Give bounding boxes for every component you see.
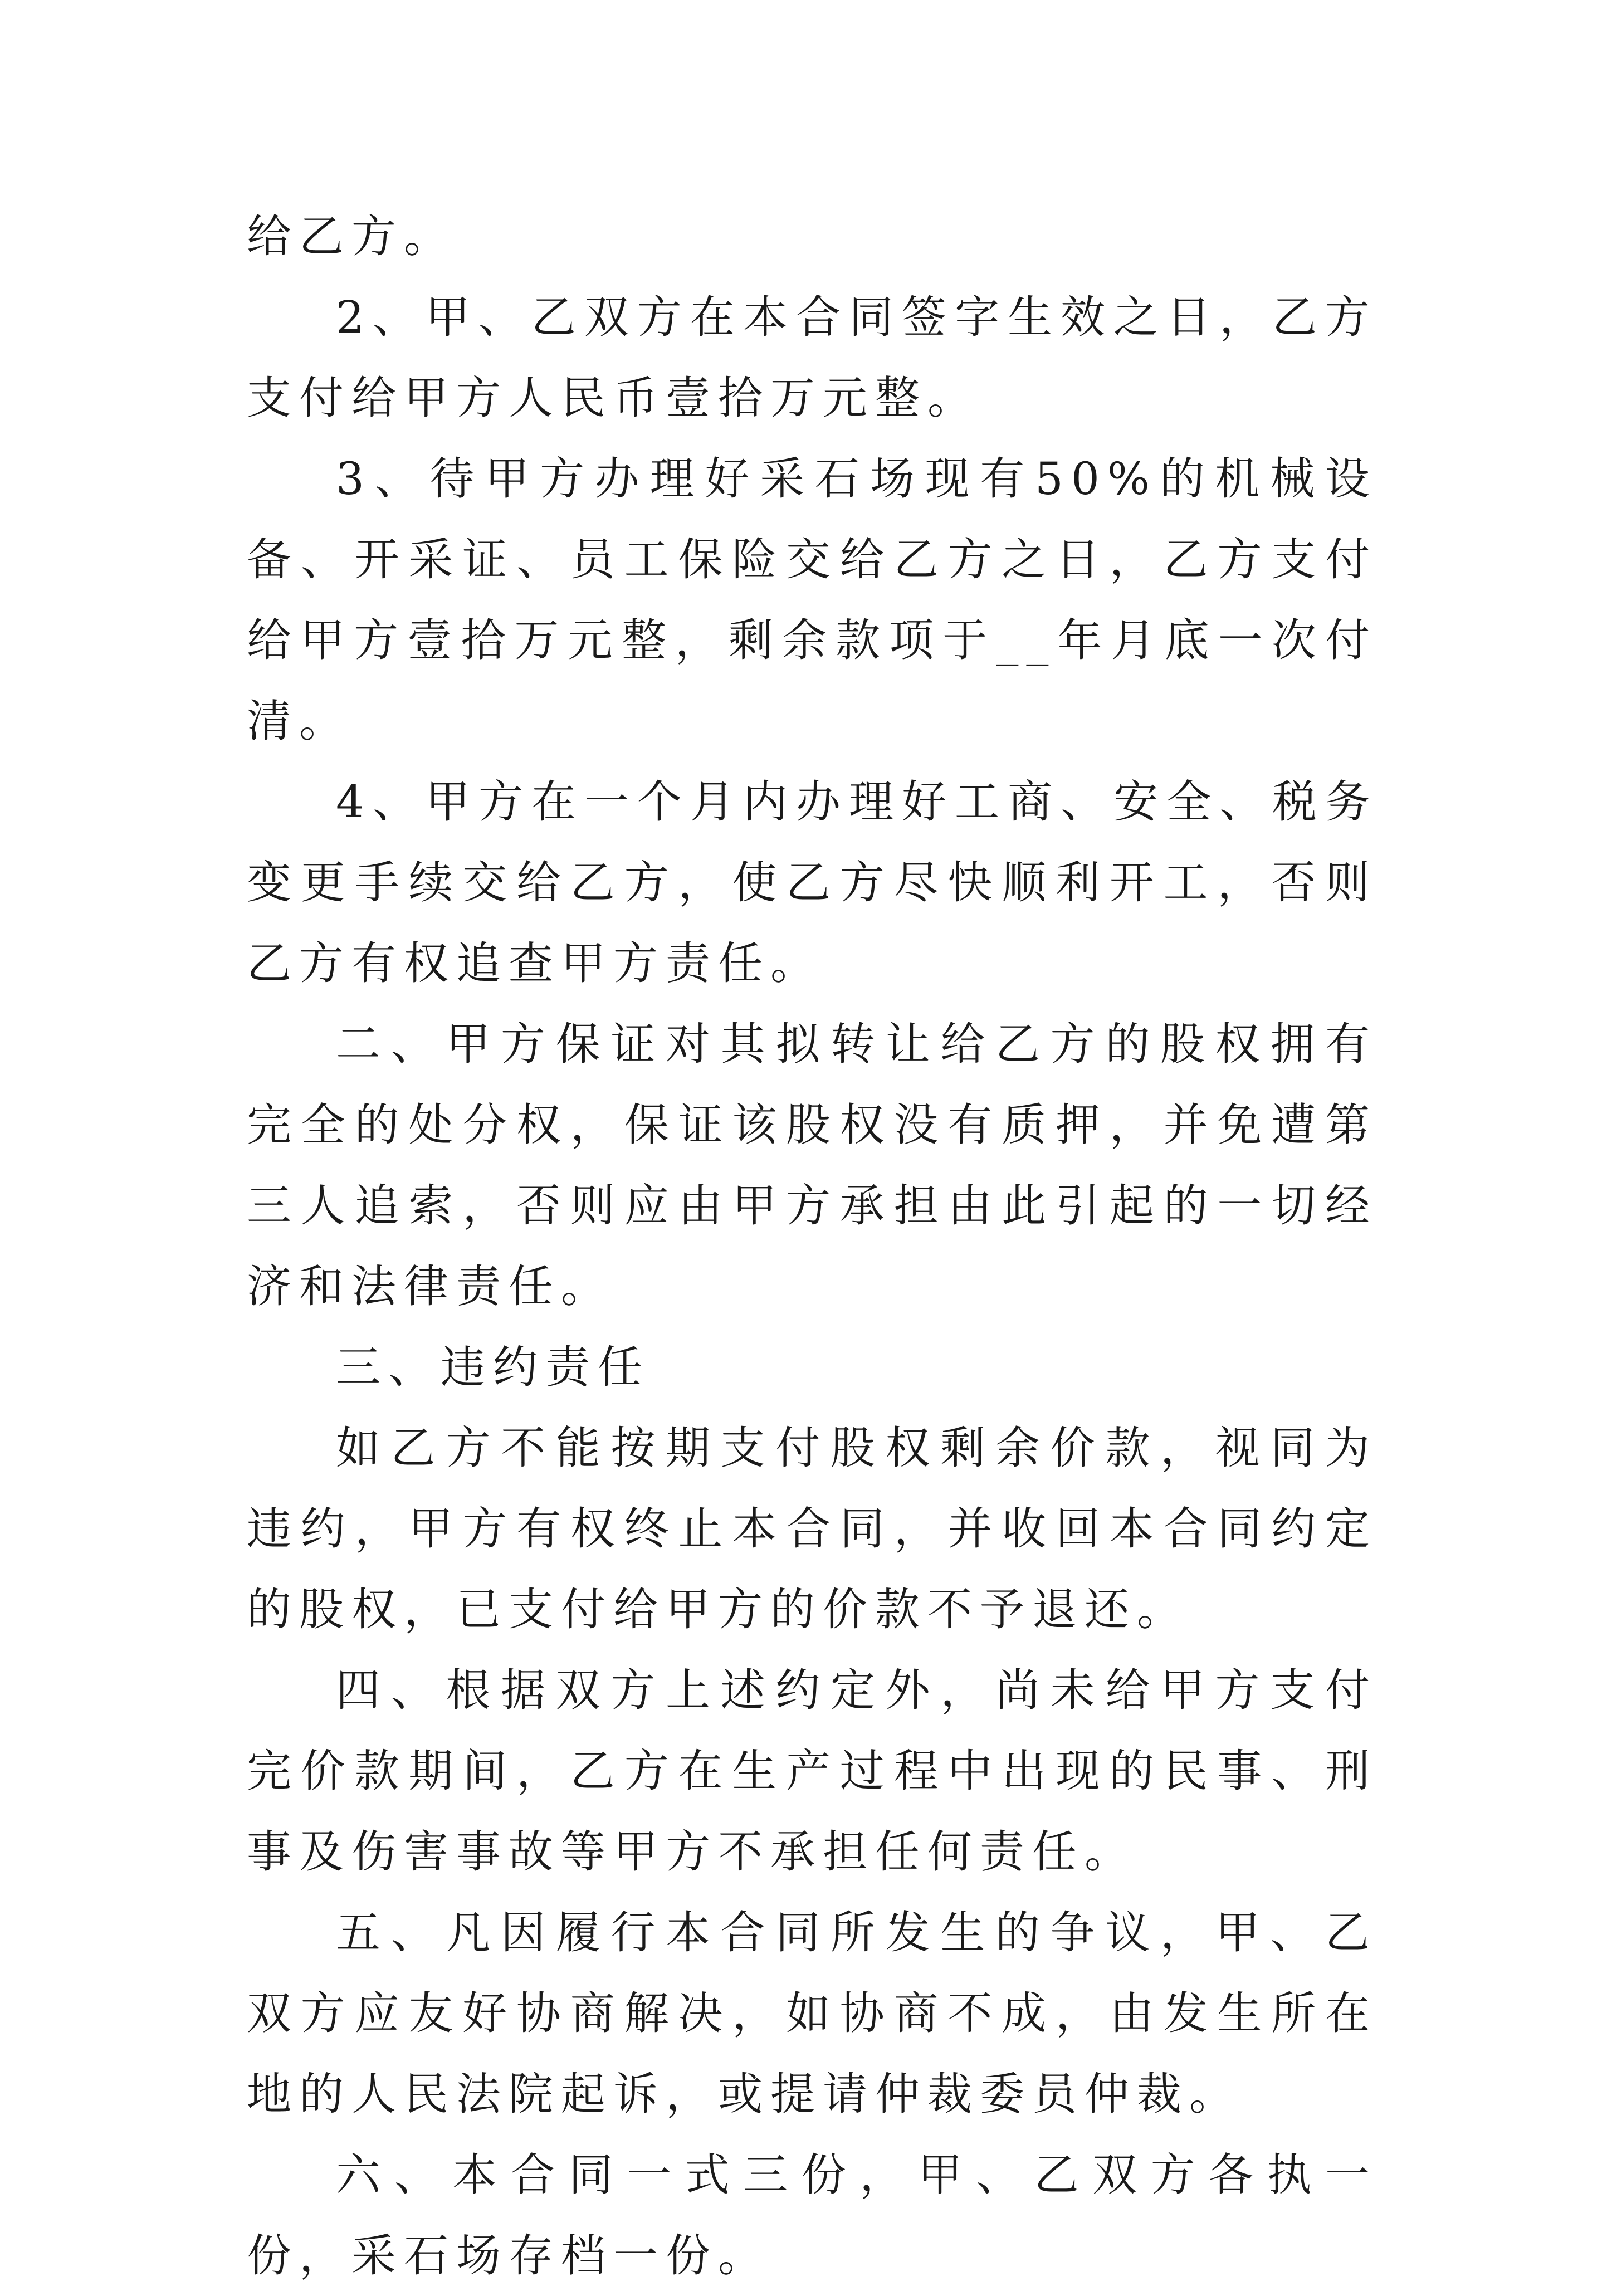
paragraph-continuation: 给乙方。: [247, 211, 456, 262]
contract-body: [247, 196, 1377, 2296]
paragraph-section-6: 六、本合同一式三份，甲、乙双方各执一份，采石场存档一份。: [247, 2149, 1377, 2282]
section-heading-breach: 三、违约责任: [336, 1341, 650, 1393]
paragraph-clause-3: 3、待甲方办理好采石场现有50%的机械设备、开采证、员工保险交给乙方之日，乙方支付给甲方壹拾万元整，剩余款项于__年月底一次付清。: [247, 453, 1377, 747]
paragraph-clause-4: 4、甲方在一个月内办理好工商、安全、税务变更手续交给乙方，使乙方尽快顺利开工，否则乙方有权追查甲方责任。: [247, 776, 1377, 989]
paragraph-section-4: 四、根据双方上述约定外，尚未给甲方支付完价款期间，乙方在生产过程中出现的民事、刑事及伤害事故等甲方不承担任何责任。: [247, 1664, 1377, 1878]
paragraph-clause-2: 2、甲、乙双方在本合同签字生效之日，乙方支付给甲方人民币壹拾万元整。: [247, 291, 1377, 424]
paragraph-section-2: 二、甲方保证对其拟转让给乙方的股权拥有完全的处分权，保证该股权没有质押，并免遭第三人追索，否则应由甲方承担由此引起的一切经济和法律责任。: [247, 1018, 1377, 1312]
paragraph-breach-terms: 如乙方不能按期支付股权剩余价款，视同为违约，甲方有权终止本合同，并收回本合同约定的股权，已支付给甲方的价款不予退还。: [247, 1422, 1377, 1635]
paragraph-section-5: 五、凡因履行本合同所发生的争议，甲、乙双方应友好协商解决，如协商不成，由发生所在地的人民法院起诉，或提请仲裁委员仲裁。: [247, 1907, 1377, 2120]
